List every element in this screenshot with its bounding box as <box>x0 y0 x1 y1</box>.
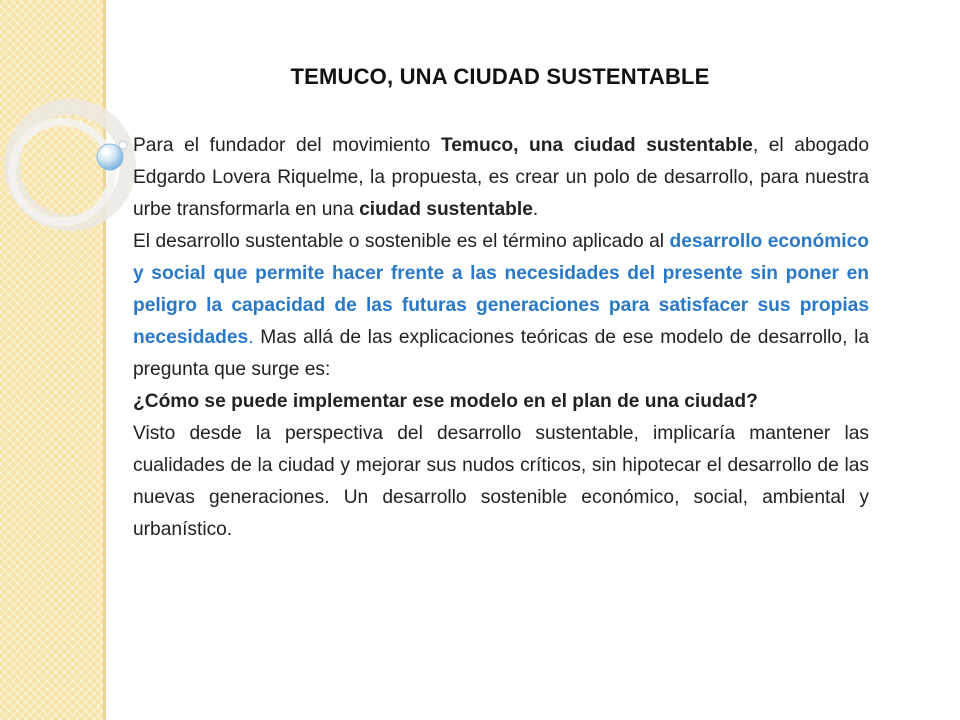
definition-period: . <box>248 327 254 348</box>
paragraph-2-text: El desarrollo sustentable o sostenible es el término aplicado al <box>133 231 670 252</box>
paragraph-2-text-2: Mas allá de las explicaciones teóricas de ese modelo de desarrollo, la pregunta que surge es: <box>133 327 869 380</box>
paragraph-1-end: . <box>532 199 539 220</box>
side-divider <box>103 0 106 720</box>
definition-highlight: desarrollo económico y social que permite hacer frente a las necesidades del presente sin poner en peligro la capacidad de las futuras generaciones para satisfacer sus propias necesidades <box>133 231 869 348</box>
side-panel <box>0 0 103 720</box>
small-bubble-icon <box>119 141 127 149</box>
sustainable-city-term: ciudad sustentable <box>359 199 533 220</box>
slide-title: TEMUCO, UNA CIUDAD SUSTENTABLE <box>290 64 710 89</box>
movement-name: Temuco, una ciudad sustentable <box>440 135 753 156</box>
paragraph-1-text: Para el fundador del movimiento <box>133 135 441 156</box>
slide-body <box>133 130 869 546</box>
paragraph-2 <box>133 226 869 386</box>
paragraph-1 <box>133 130 869 226</box>
question: ¿Cómo se puede implementar ese modelo en el plan de una ciudad? <box>133 391 758 412</box>
paragraph-1-text-2: , el abogado Edgardo Lovera Riquelme, la propuesta, es crear un polo de desarrollo, para nuestra urbe transformarla en una <box>133 135 870 220</box>
paragraph-4: Visto desde la perspectiva del desarrollo sustentable, implicaría mantener las cualidades de la ciudad y mejorar sus nudos críticos, sin hipotecar el desarrollo de las nuevas generaciones. Un desarrollo sostenible económico, social, ambiental y urbanístico. <box>133 423 869 540</box>
